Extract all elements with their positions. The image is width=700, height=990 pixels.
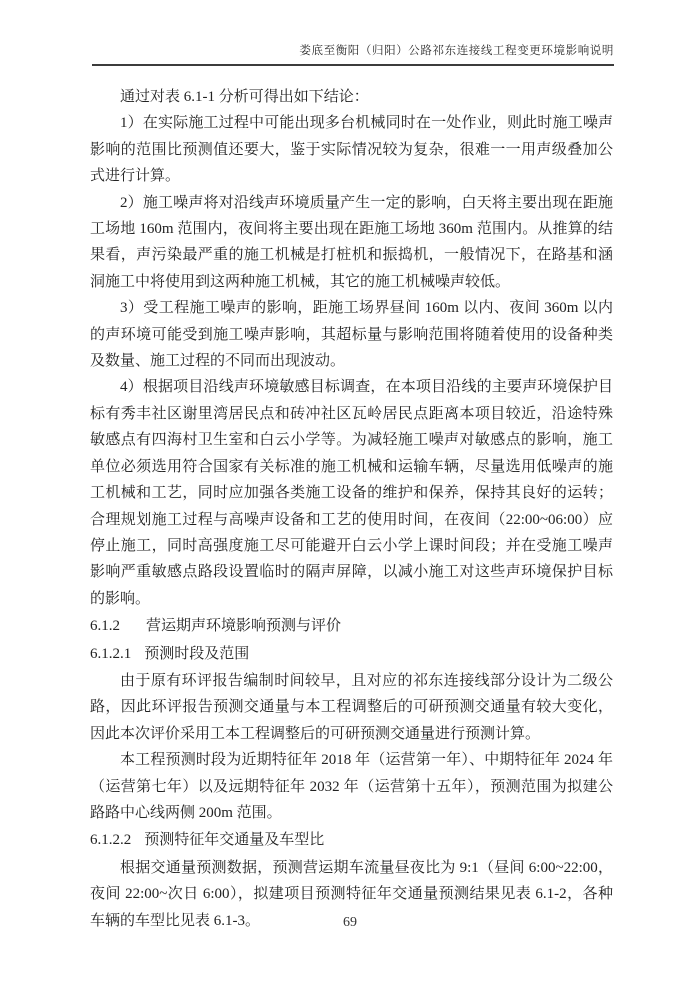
forecast-years-paragraph: 本工程预测时段为近期特征年 2018 年（运营第一年）、中期特征年 2024 年（运营第七年）以及远期特征年 2032 年（运营第十五年），预测范围为拟建公路路中心线两侧 200m 范围。 [90, 752, 613, 821]
section-number: 6.1.2.1 [90, 645, 132, 662]
section-title: 预测特征年交通量及车型比 [144, 832, 325, 849]
section-heading-6-1-2-2 [90, 827, 613, 853]
report-age-paragraph: 由于原有环评报告编制时间较早，且对应的祁东连接线部分设计为二级公路，因此环评报告预测交通量与本工程调整后的可研预测交通量有较大变化，因此本次评价采用工本工程调整后的可研预测交通量进行预测计算。 [90, 672, 613, 742]
section-heading-6-1-2 [90, 613, 613, 639]
page-number: 69 [343, 915, 357, 930]
section-heading-6-1-2-1 [90, 641, 613, 667]
section-number: 6.1.2.2 [90, 832, 132, 849]
intro-paragraph: 通过对表 6.1-1 分析可得出如下结论： [120, 89, 369, 105]
section-title: 预测时段及范围 [144, 645, 250, 662]
page-header [92, 42, 614, 66]
section-number: 6.1.2 [90, 618, 120, 635]
conclusion-paragraph-1: 1）在实际施工过程中可能出现多台机械同时在一处作业，则此时施工噪声影响的范围比预测值还要大，鉴于实际情况较为复杂，很难一一用声级叠加公式进行计算。 [90, 115, 613, 185]
page-footer [0, 915, 700, 931]
conclusion-paragraph-4: 4）根据项目沿线声环境敏感目标调查，在本项目沿线的主要声环境保护目标有秀丰社区谢里湾居民点和砖冲社区瓦岭居民点距离本项目较近，沿途特殊敏感点有四海村卫生室和白云小学等。为减轻施工噪声对敏感点的影响，施工单位必须选用符合国家有关标准的施工机械和运输车辆，尽量选用低噪声的施工机械和工艺，同时应加强各类施工设备的维护和保养，保持其良好的运转；合理规划施工过程与高噪声设备和工艺的使用时间，在夜间（22:00~06:00）应停止施工，同时高强度施工尽可能避开白云小学上课时间段；并在受施工噪声影响严重敏感点路段设置临时的隔声屏障，以减小施工对这些声环境保护目标的影响。 [90, 379, 613, 607]
traffic-volume-paragraph: 根据交通量预测数据，预测营运期车流量昼夜比为 9:1（昼间 6:00~22:00，夜间 22:00~次日 6:00），拟建项目预测特征年交通量预测结果见表 6.1-2，各种车辆的车型比见表 6.1-3。 [90, 859, 613, 929]
conclusion-paragraph-3: 3）受工程施工噪声的影响，距施工场界昼间 160m 以内、夜间 360m 以内的声环境可能受到施工噪声影响，其超标量与影响范围将随着使用的设备种类及数量、施工过程的不同而出现波动。 [90, 300, 613, 370]
section-title: 营运期声环境影响预测与评价 [146, 618, 342, 635]
running-header-title: 娄底至衡阳（归阳）公路祁东连接线工程变更环境影响说明 [299, 45, 614, 57]
document-body [90, 84, 613, 934]
conclusion-paragraph-2: 2）施工噪声将对沿线声环境质量产生一定的影响，白天将主要出现在距施工场地 160m 范围内，夜间将主要出现在距施工场地 360m 范围内。从推算的结果看，声污染最严重的施工机械是打桩机和振捣机，一般情况下，在路基和涵洞施工中将使用到这两种施工机械，其它的施工机械噪声较低。 [90, 194, 613, 290]
